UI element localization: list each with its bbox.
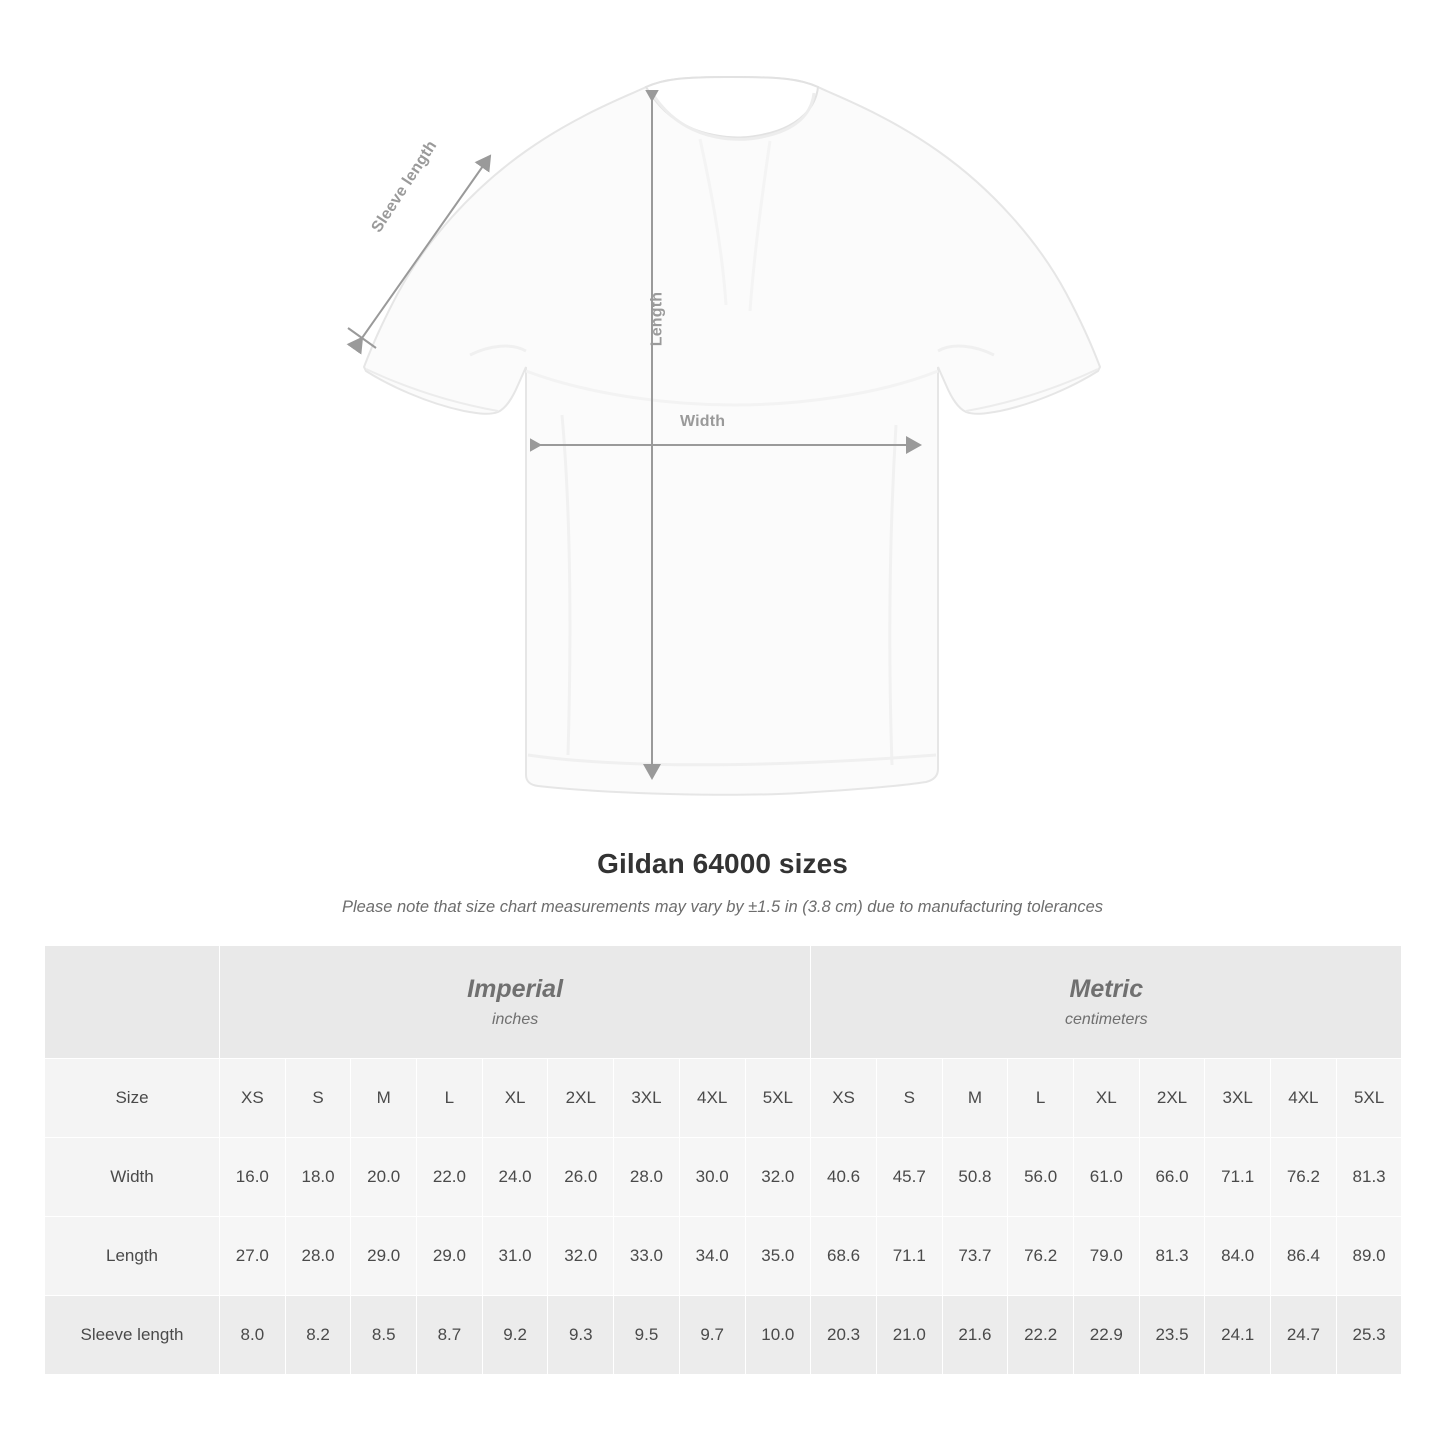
cell-length-metric-s: 71.1 — [876, 1217, 942, 1296]
header-size-imperial-xs: XS — [220, 1059, 286, 1138]
header-size: Size — [45, 1059, 220, 1138]
cell-width-imperial-3xl: 28.0 — [614, 1138, 680, 1217]
header-size-metric-5xl: 5XL — [1336, 1059, 1402, 1138]
table-row — [45, 1296, 1402, 1375]
cell-length-metric-xs: 68.6 — [811, 1217, 877, 1296]
cell-width-imperial-s: 18.0 — [285, 1138, 351, 1217]
header-size-imperial-l: L — [417, 1059, 483, 1138]
header-size-metric-2xl: 2XL — [1139, 1059, 1205, 1138]
header-size-imperial-xl: XL — [482, 1059, 548, 1138]
cell-sleeve-metric-l: 22.2 — [1008, 1296, 1074, 1375]
cell-sleeve-imperial-s: 8.2 — [285, 1296, 351, 1375]
cell-width-metric-2xl: 66.0 — [1139, 1138, 1205, 1217]
unit-row-spacer — [45, 946, 220, 1059]
unit-name-imperial: Imperial — [467, 975, 564, 1004]
header-size-imperial-2xl: 2XL — [548, 1059, 614, 1138]
cell-sleeve-imperial-3xl: 9.5 — [614, 1296, 680, 1375]
table-unit-row — [45, 946, 1402, 1059]
tolerance-note: Please note that size chart measurements may vary by ±1.5 in (3.8 cm) due to manufacturing tolerances — [341, 898, 1104, 916]
unit-sub-metric: centimeters — [1064, 1010, 1148, 1028]
cell-sleeve-metric-5xl: 25.3 — [1336, 1296, 1402, 1375]
cell-sleeve-imperial-4xl: 9.7 — [679, 1296, 745, 1375]
header-size-imperial-4xl: 4XL — [679, 1059, 745, 1138]
table-row — [45, 1217, 1402, 1296]
row-label-width: Width — [45, 1138, 220, 1217]
cell-width-metric-l: 56.0 — [1008, 1138, 1074, 1217]
cell-length-metric-l: 76.2 — [1008, 1217, 1074, 1296]
row-label-length: Length — [45, 1217, 220, 1296]
unit-sub-imperial: inches — [491, 1010, 539, 1028]
cell-width-metric-xl: 61.0 — [1073, 1138, 1139, 1217]
cell-length-imperial-l: 29.0 — [417, 1217, 483, 1296]
cell-width-imperial-4xl: 30.0 — [679, 1138, 745, 1217]
cell-length-metric-3xl: 84.0 — [1205, 1217, 1271, 1296]
unit-name-metric: Metric — [1069, 975, 1144, 1004]
title-block — [0, 848, 1445, 917]
cell-length-imperial-m: 29.0 — [351, 1217, 417, 1296]
page-title: Gildan 64000 sizes — [597, 848, 848, 879]
size-chart-table-wrap — [44, 945, 1401, 1375]
header-size-metric-l: L — [1008, 1059, 1074, 1138]
header-size-imperial-m: M — [351, 1059, 417, 1138]
table-row — [45, 1138, 1402, 1217]
header-size-imperial-3xl: 3XL — [614, 1059, 680, 1138]
cell-width-imperial-5xl: 32.0 — [745, 1138, 811, 1217]
cell-width-metric-3xl: 71.1 — [1205, 1138, 1271, 1217]
header-size-metric-s: S — [876, 1059, 942, 1138]
cell-sleeve-imperial-l: 8.7 — [417, 1296, 483, 1375]
cell-length-metric-2xl: 81.3 — [1139, 1217, 1205, 1296]
cell-sleeve-metric-xl: 22.9 — [1073, 1296, 1139, 1375]
cell-width-metric-m: 50.8 — [942, 1138, 1008, 1217]
cell-length-imperial-4xl: 34.0 — [679, 1217, 745, 1296]
cell-width-metric-5xl: 81.3 — [1336, 1138, 1402, 1217]
table-header-row — [45, 1059, 1402, 1138]
cell-width-imperial-l: 22.0 — [417, 1138, 483, 1217]
cell-length-metric-m: 73.7 — [942, 1217, 1008, 1296]
cell-sleeve-metric-2xl: 23.5 — [1139, 1296, 1205, 1375]
unit-group-metric — [811, 946, 1402, 1059]
length-label: Length — [648, 291, 666, 347]
cell-sleeve-metric-xs: 20.3 — [811, 1296, 877, 1375]
cell-sleeve-metric-m: 21.6 — [942, 1296, 1008, 1375]
cell-width-metric-s: 45.7 — [876, 1138, 942, 1217]
header-size-metric-xs: XS — [811, 1059, 877, 1138]
cell-length-imperial-2xl: 32.0 — [548, 1217, 614, 1296]
cell-length-imperial-5xl: 35.0 — [745, 1217, 811, 1296]
cell-length-metric-xl: 79.0 — [1073, 1217, 1139, 1296]
width-label: Width — [680, 413, 726, 430]
header-size-metric-4xl: 4XL — [1271, 1059, 1337, 1138]
cell-width-metric-4xl: 76.2 — [1271, 1138, 1337, 1217]
cell-sleeve-imperial-m: 8.5 — [351, 1296, 417, 1375]
cell-sleeve-imperial-xl: 9.2 — [482, 1296, 548, 1375]
cell-length-imperial-s: 28.0 — [285, 1217, 351, 1296]
cell-sleeve-metric-4xl: 24.7 — [1271, 1296, 1337, 1375]
header-size-metric-xl: XL — [1073, 1059, 1139, 1138]
size-chart-table — [44, 945, 1402, 1375]
cell-width-imperial-xs: 16.0 — [220, 1138, 286, 1217]
row-label-sleeve-length: Sleeve length — [45, 1296, 220, 1375]
cell-width-metric-xs: 40.6 — [811, 1138, 877, 1217]
cell-length-metric-5xl: 89.0 — [1336, 1217, 1402, 1296]
header-size-imperial-s: S — [285, 1059, 351, 1138]
double-arrow-icon — [530, 425, 930, 465]
unit-group-imperial — [220, 946, 811, 1059]
cell-width-imperial-xl: 24.0 — [482, 1138, 548, 1217]
cell-length-metric-4xl: 86.4 — [1271, 1217, 1337, 1296]
cell-sleeve-metric-s: 21.0 — [876, 1296, 942, 1375]
cell-length-imperial-xl: 31.0 — [482, 1217, 548, 1296]
header-size-metric-m: M — [942, 1059, 1008, 1138]
cell-width-imperial-m: 20.0 — [351, 1138, 417, 1217]
sleeve-length-label: Sleeve length — [368, 137, 441, 236]
cell-width-imperial-2xl: 26.0 — [548, 1138, 614, 1217]
cell-length-imperial-3xl: 33.0 — [614, 1217, 680, 1296]
header-size-imperial-5xl: 5XL — [745, 1059, 811, 1138]
cell-sleeve-imperial-5xl: 10.0 — [745, 1296, 811, 1375]
header-size-metric-3xl: 3XL — [1205, 1059, 1271, 1138]
cell-sleeve-imperial-xs: 8.0 — [220, 1296, 286, 1375]
cell-sleeve-metric-3xl: 24.1 — [1205, 1296, 1271, 1375]
cell-sleeve-imperial-2xl: 9.3 — [548, 1296, 614, 1375]
cell-length-imperial-xs: 27.0 — [220, 1217, 286, 1296]
